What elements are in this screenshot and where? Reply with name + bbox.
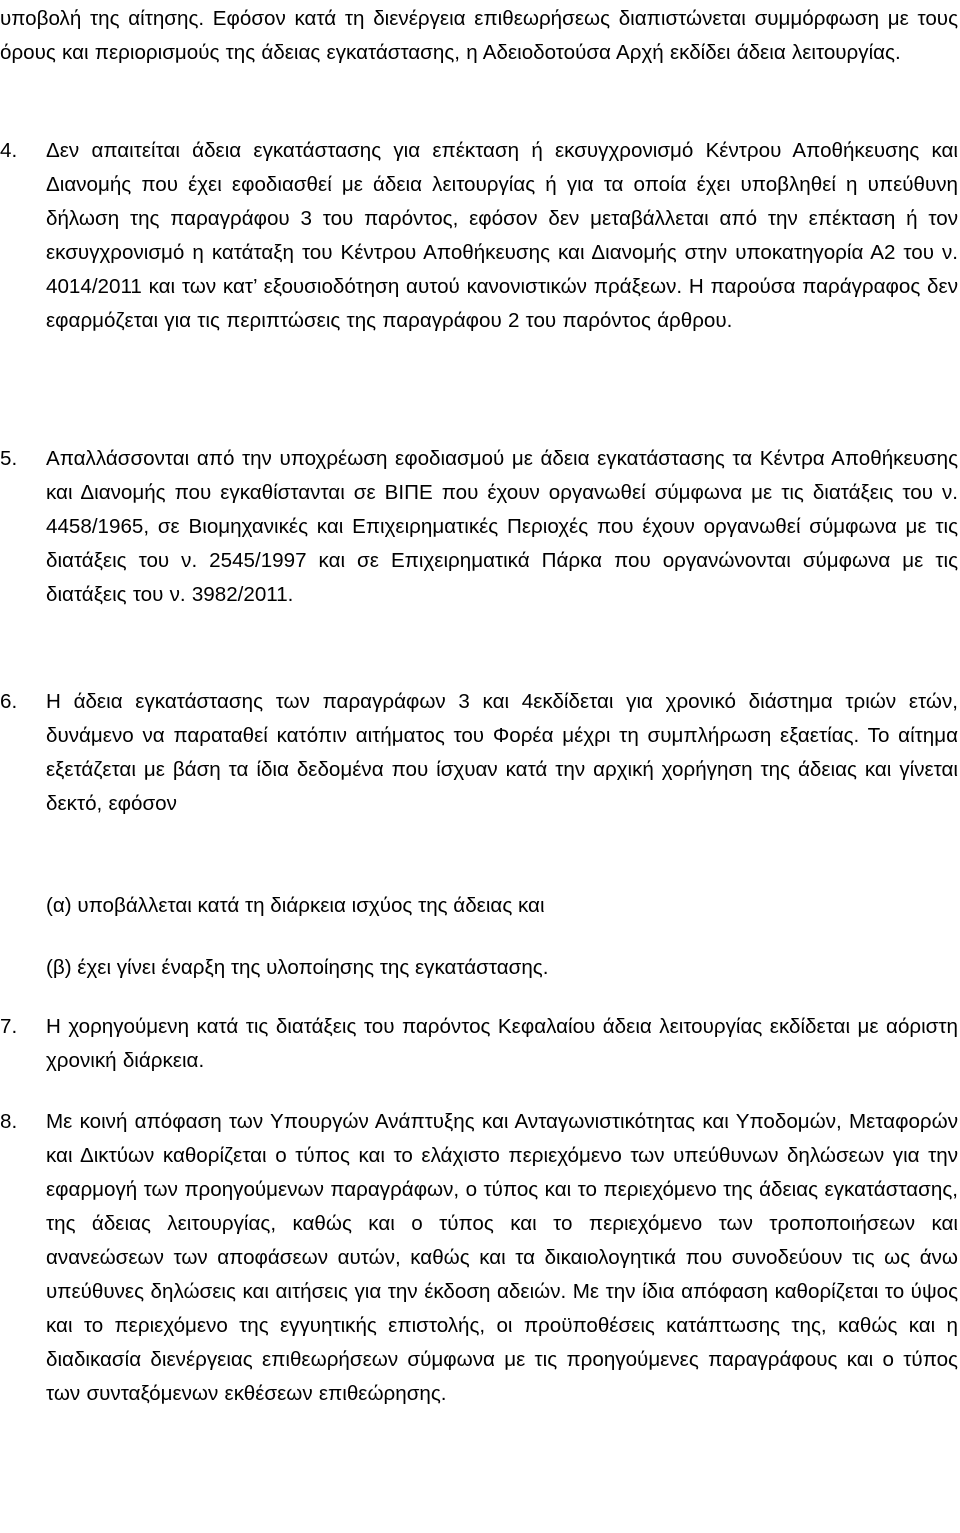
- paragraph-6: [0, 685, 958, 821]
- paragraph-number: 7.: [0, 1015, 18, 1038]
- paragraph-text: Η χορηγούμενη κατά τις διατάξεις του παρόντος Κεφαλαίου άδεια λειτουργίας εκδίδεται με αόριστη χρονική διάρκεια.: [46, 1015, 958, 1072]
- paragraph-text: Δεν απαιτείται άδεια εγκατάστασης για επέκταση ή εκσυγχρονισμό Κέντρου Αποθήκευσης και Διανομής που έχει εφοδιασθεί με άδεια λειτουργίας ή για τα οποία έχει υποβληθεί η υπεύθυνη δήλωση της παραγράφου 3 του παρόντος, εφόσον δεν μεταβάλλεται από την επέκταση ή τον εκσυγχρονισμό η κατάταξη του Κέντρου Αποθήκευσης και Διανομής στην υποκατηγορία Α2 του ν. 4014/2011 και των κατ’ εξουσιοδότηση αυτού κανονιστικών πράξεων. Η παρούσα παράγραφος δεν εφαρμόζεται για τις περιπτώσεις της παραγράφου 2 του παρόντος άρθρου.: [46, 139, 958, 332]
- paragraph-number: 8.: [0, 1110, 18, 1133]
- paragraph-number: 5.: [0, 447, 18, 470]
- paragraph-text: Η άδεια εγκατάστασης των παραγράφων 3 και 4εκδίδεται για χρονικό διάστημα τριών ετών, δυνάμενο να παραταθεί κατόπιν αιτήματος του Φορέα μέχρι τη συμπλήρωση εξαετίας. Το αίτημα εξετάζεται με βάση τα ίδια δεδομένα που ίσχυαν κατά την αρχική χορήγηση της άδειας και γίνεται δεκτό, εφόσον: [46, 690, 958, 815]
- paragraph-number: 4.: [0, 139, 18, 162]
- paragraph-text: Με κοινή απόφαση των Υπουργών Ανάπτυξης και Ανταγωνιστικότητας και Υποδομών, Μεταφορών και Δικτύων καθορίζεται ο τύπος και το ελάχιστο περιεχόμενο των υπεύθυνων δηλώσεων για την εφαρμογή των προηγούμενων παραγράφων, ο τύπος και το περιεχόμενο της άδειας εγκατάστασης, της άδειας λειτουργίας, καθώς και ο τύπος και το περιεχόμενο των τροποποιήσεων και ανανεώσεων των αποφάσεων αυτών, καθώς και τα δικαιολογητικά που συνοδεύουν τις ως άνω υπεύθυνες δηλώσεις και αιτήσεις για την έκδοση αδειών. Με την ίδια απόφαση καθορίζεται το ύψος και το περιεχόμενο της εγγυητικής επιστολής, οι προϋποθέσεις κατάπτωσης της, καθώς και η διαδικασία διενέργειας επιθεωρήσεων σύμφωνα με τις προηγούμενες παραγράφους και ο τύπος των συνταξόμενων εκθέσεων επιθεώρησης.: [46, 1110, 958, 1405]
- paragraph-number: 6.: [0, 690, 18, 713]
- paragraph-8: [0, 1105, 958, 1411]
- paragraph-text: Απαλλάσσονται από την υποχρέωση εφοδιασμού με άδεια εγκατάστασης τα Κέντρα Αποθήκευσης και Διανομής που εγκαθίστανται σε ΒΙΠΕ που έχουν οργανωθεί σύμφωνα με τις διατάξεις του ν. 4458/1965, σε Βιομηχανικές και Επιχειρηματικές Περιοχές που έχουν οργανωθεί σύμφωνα με τις διατάξεις του ν. 2545/1997 και σε Επιχειρηματικά Πάρκα που οργανώνονται σύμφωνα με τις διατάξεις του ν. 3982/2011.: [46, 447, 958, 606]
- paragraph-7: [0, 1010, 958, 1078]
- condition-b: (β) έχει γίνει έναρξη της υλοποίησης της εγκατάστασης.: [46, 956, 549, 979]
- paragraph-4: [0, 134, 958, 338]
- paragraph-5: [0, 442, 958, 612]
- intro-paragraph: υποβολή της αίτησης. Εφόσον κατά τη διενέργεια επιθεωρήσεως διαπιστώνεται συμμόρφωση με τους όρους και περιορισμούς της άδειας εγκατάστασης, η Αδειοδοτούσα Αρχή εκδίδει άδεια λειτουργίας.: [0, 7, 958, 64]
- condition-a: (α) υποβάλλεται κατά τη διάρκεια ισχύος της άδειας και: [46, 894, 545, 917]
